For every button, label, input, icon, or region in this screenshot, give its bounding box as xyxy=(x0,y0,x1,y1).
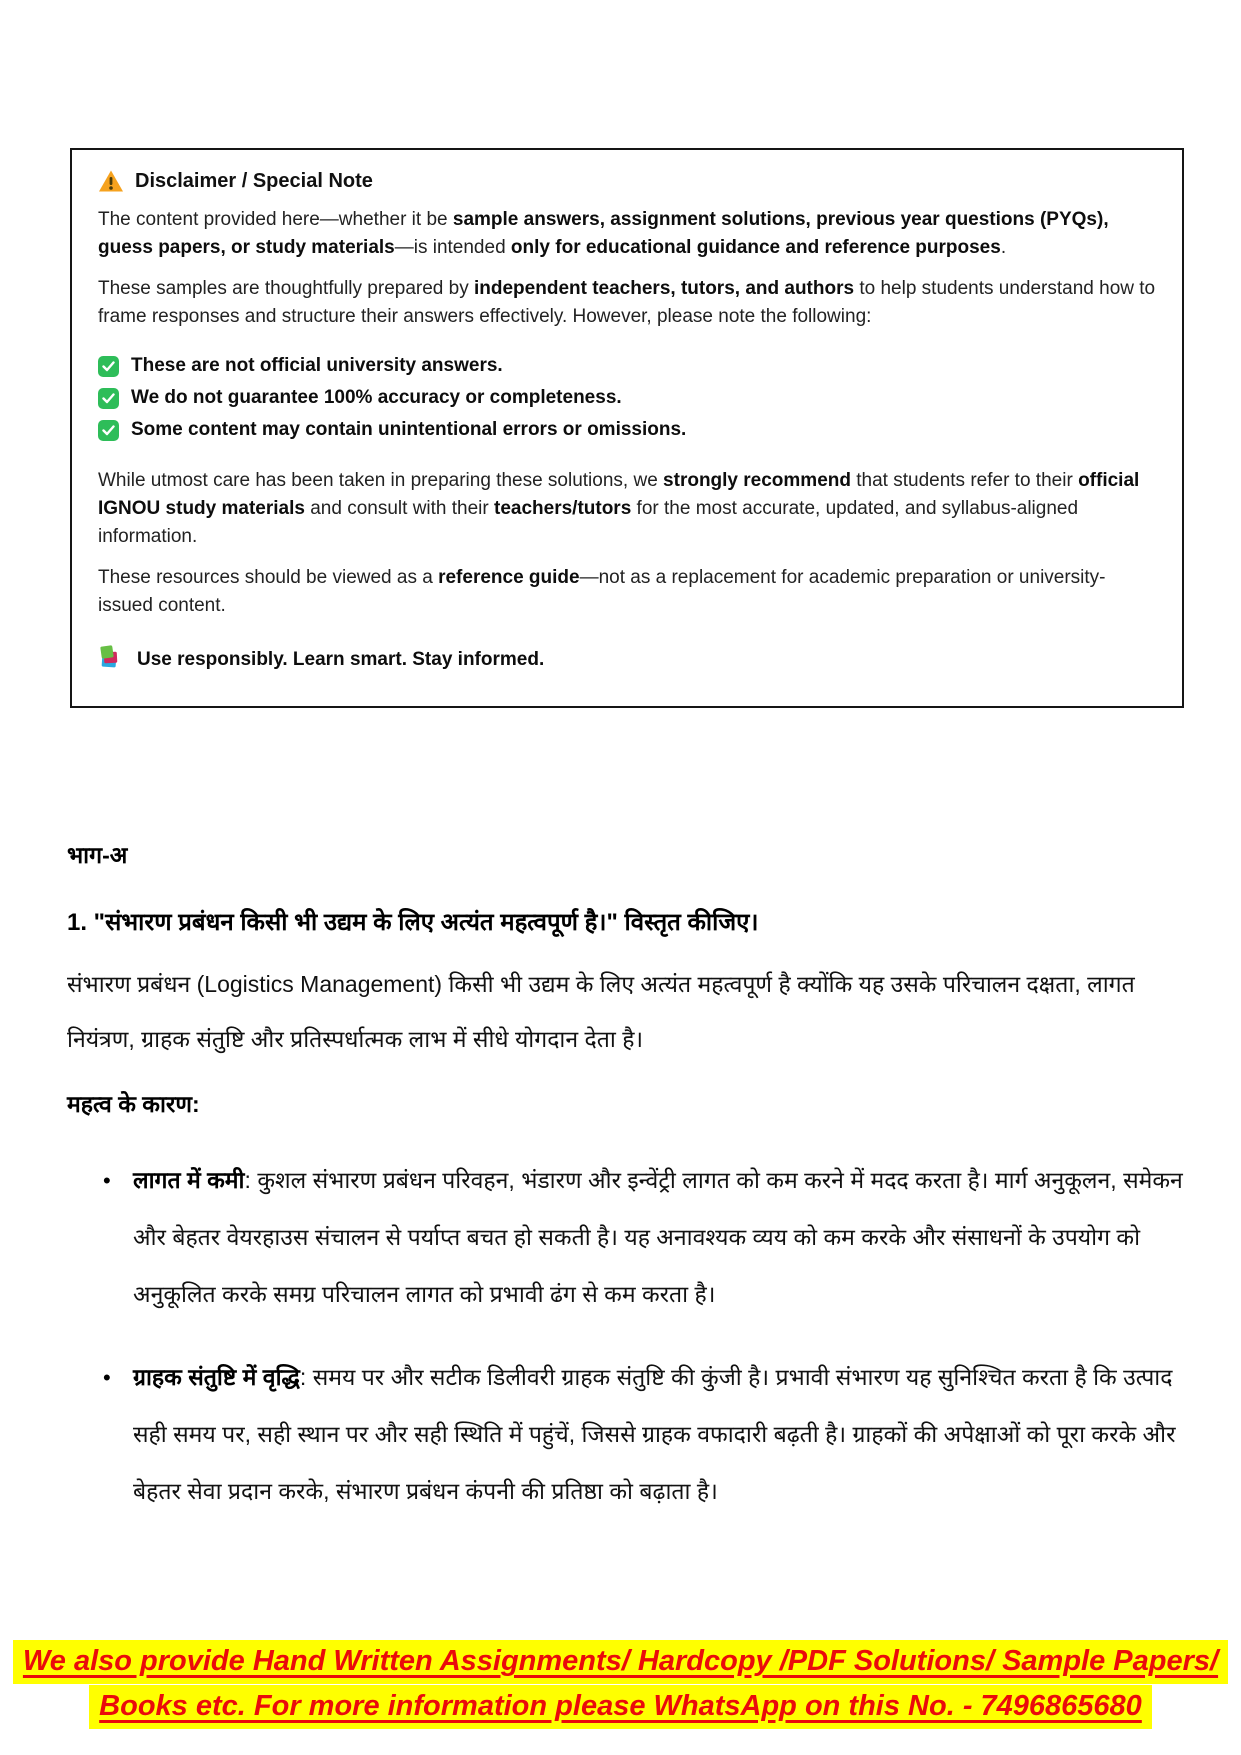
reasons-bullet-list xyxy=(67,1152,1192,1520)
p1-bold: sample answers, assignment solutions, previous year questions (PYQs), guess papers, or study materials xyxy=(98,209,1109,258)
green-check-icon xyxy=(98,388,119,409)
bullet-text: समय पर और सटीक डिलीवरी ग्राहक संतुष्टि की कुंजी है। प्रभावी संभारण यह सुनिश्चित करता है कि उत्पाद सही समय पर, सही स्थान पर और सही स्थिति में पहुंचें, जिससे ग्राहक वफादारी बढ़ती है। ग्राहकों की अपेक्षाओं को पूरा करके और बेहतर सेवा प्रदान करके, संभारण प्रबंधन कंपनी की प्रतिष्ठा को बढ़ाता है। xyxy=(133,1364,1176,1504)
question-heading: 1. "संभारण प्रबंधन किसी भी उद्यम के लिए अत्यंत महत्वपूर्ण है।" विस्तृत कीजिए। xyxy=(67,909,759,936)
promo-footer-line2-whatsapp-number: Books etc. For more information please WhatsApp on this No. - 7496865680 xyxy=(89,1685,1152,1729)
warning-triangle-icon xyxy=(98,169,124,193)
books-stack-icon xyxy=(98,644,125,676)
bullet-lead: ग्राहक संतुष्टि में वृद्धि xyxy=(133,1364,300,1390)
green-check-icon xyxy=(98,420,119,441)
p3-run: that students refer to their xyxy=(850,470,1079,491)
p3-bold: official IGNOU study materials xyxy=(98,470,1140,519)
p4-bold: reference guide xyxy=(438,567,580,588)
disclaimer-paragraph-3 xyxy=(98,467,1156,551)
p4-run: These resources should be viewed as a xyxy=(98,567,439,588)
promo-footer xyxy=(0,1640,1241,1730)
checklist-item xyxy=(98,350,1156,382)
p2-run: These samples are thoughtfully prepared by xyxy=(98,278,474,299)
p3-bold: strongly recommend xyxy=(663,470,851,491)
p1-bold: only for educational guidance and reference purposes xyxy=(510,237,1001,258)
disclaimer-title-row xyxy=(98,169,1156,193)
checklist-item-label: We do not guarantee 100% accuracy or completeness. xyxy=(131,387,622,408)
promo-footer-line1: We also provide Hand Written Assignments/ Hardcopy /PDF Solutions/ Sample Papers/ xyxy=(13,1640,1228,1684)
checklist-item-label: These are not official university answers. xyxy=(131,355,503,376)
p3-run: for the most accurate, updated, and syllabus-aligned information. xyxy=(98,498,1079,547)
disclaimer-checklist xyxy=(98,350,1156,446)
disclaimer-closing-text: Use responsibly. Learn smart. Stay informed. xyxy=(137,649,545,670)
reasons-heading: महत्व के कारण: xyxy=(67,1091,200,1117)
bullet-dot: • xyxy=(103,1365,111,1390)
p1-run: —is intended xyxy=(394,237,511,258)
green-check-icon xyxy=(98,356,119,377)
bullet-dot: • xyxy=(103,1168,111,1193)
disclaimer-box xyxy=(70,148,1184,708)
section-label: भाग-अ xyxy=(67,842,128,868)
p3-bold: teachers/tutors xyxy=(494,498,632,519)
checklist-item xyxy=(98,382,1156,414)
disclaimer-paragraph-4 xyxy=(98,564,1156,620)
bullet-lead: लागत में कमी xyxy=(133,1167,245,1193)
intro-paragraph: संभारण प्रबंधन (Logistics Management) किसी भी उद्यम के लिए अत्यंत महत्वपूर्ण है क्योंकि यह उसके परिचालन दक्षता, लागत नियंत्रण, ग्राहक संतुष्टि और प्रतिस्पर्धात्मक लाभ में सीधे योगदान देता है। xyxy=(67,971,1135,1052)
disclaimer-paragraph-1 xyxy=(98,206,1156,262)
disclaimer-title: Disclaimer / Special Note xyxy=(135,169,373,192)
p1-run: . xyxy=(1000,237,1007,258)
p2-bold: independent teachers, tutors, and authors xyxy=(474,278,855,299)
checklist-item xyxy=(98,414,1156,446)
checklist-item-label: Some content may contain unintentional errors or omissions. xyxy=(131,419,687,440)
bullet-separator: : xyxy=(299,1364,313,1390)
bullet-item-customer-satisfaction xyxy=(67,1349,1192,1520)
disclaimer-closing-row xyxy=(98,644,1156,676)
p4-run: —not as a replacement for academic preparation or university-issued content. xyxy=(98,567,1106,616)
bullet-separator: : xyxy=(244,1167,258,1193)
bullet-text: कुशल संभारण प्रबंधन परिवहन, भंडारण और इन्वेंट्री लागत को कम करने में मदद करता है। मार्ग अनुकूलन, समेकन और बेहतर वेयरहाउस संचालन से पर्याप्त बचत हो सकती है। यह अनावश्यक व्यय को कम करके और संसाधनों के उपयोग को अनुकूलित करके समग्र परिचालन लागत को प्रभावी ढंग से कम करता है। xyxy=(133,1167,1183,1307)
bullet-item-cost-reduction xyxy=(67,1152,1192,1323)
p2-run: to help students understand how to frame responses and structure their answers effectively. However, please note the following: xyxy=(98,278,1156,327)
p3-run: While utmost care has been taken in preparing these solutions, we xyxy=(98,470,664,491)
disclaimer-paragraph-2 xyxy=(98,275,1156,331)
p3-run: and consult with their xyxy=(304,498,494,519)
p1-run: The content provided here—whether it be xyxy=(98,209,453,230)
